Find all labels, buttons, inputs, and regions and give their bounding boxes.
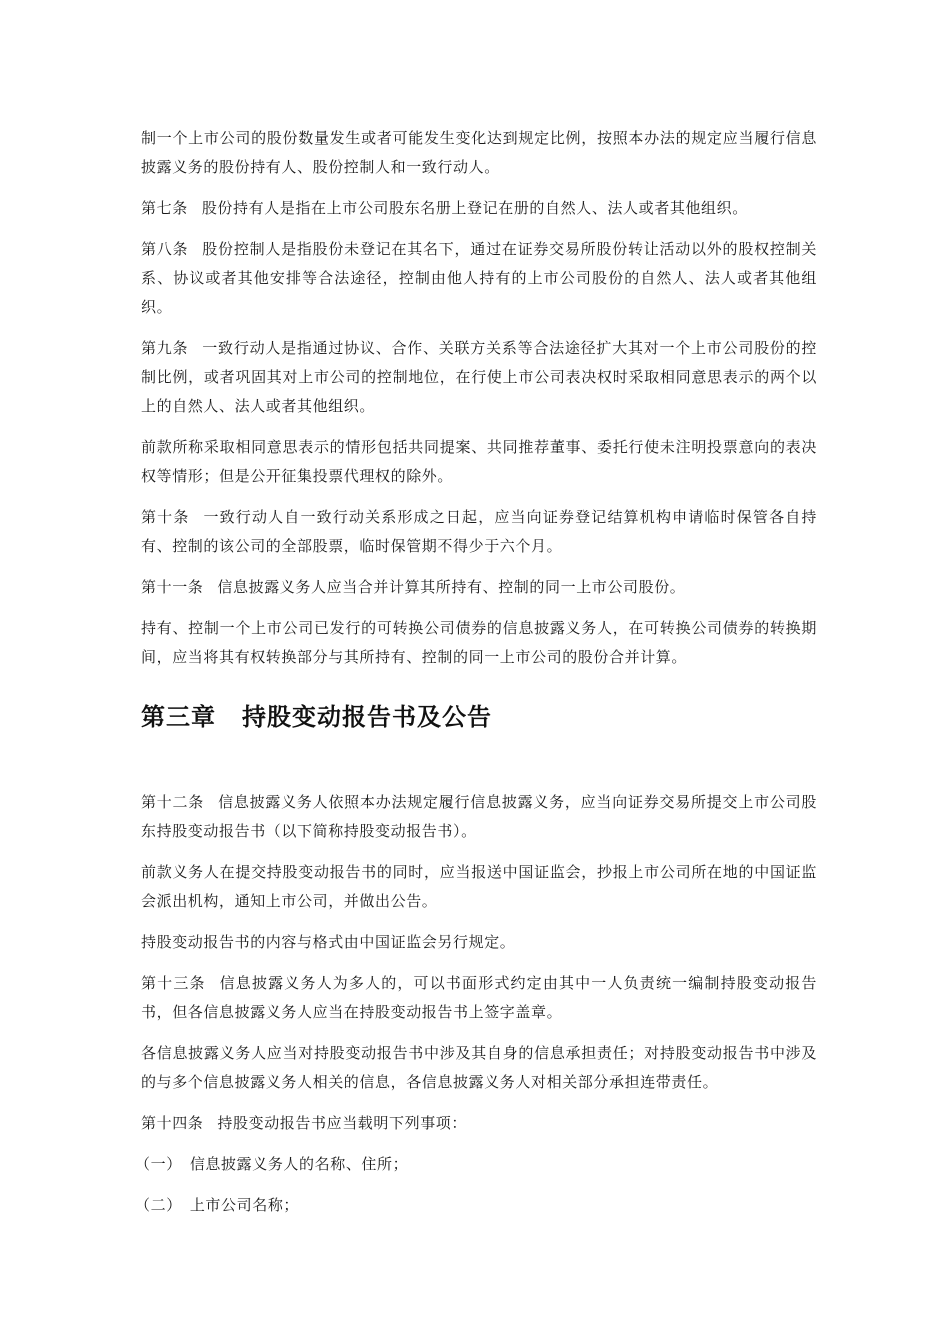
document-body <box>135 124 817 1232</box>
article-number: 第十三条 <box>141 974 206 992</box>
article-11 <box>141 573 817 602</box>
article-text: 信息披露义务人依照本办法规定履行信息披露义务，应当向证券交易所提交上市公司股东持股变动报告书（以下简称持股变动报告书）。 <box>141 793 817 840</box>
article-text: 信息披露义务人应当合并计算其所持有、控制的同一上市公司股份。 <box>217 578 686 596</box>
article-number: 第十一条 <box>141 578 204 596</box>
list-item <box>135 1191 817 1220</box>
list-item-number: （二） <box>135 1196 182 1214</box>
article-text: 信息披露义务人为多人的，可以书面形式约定由其中一人负责统一编制持股变动报告书，但各信息披露义务人应当在持股变动报告书上签字盖章。 <box>141 974 817 1021</box>
article-7 <box>141 194 817 223</box>
chapter-heading <box>141 700 817 734</box>
chapter-number: 第三章 <box>141 703 216 731</box>
list-item-text: 上市公司名称； <box>189 1196 300 1214</box>
article-text: 持股变动报告书应当载明下列事项： <box>217 1114 468 1132</box>
article-8 <box>141 235 817 322</box>
article-number: 第九条 <box>141 339 189 357</box>
paragraph: 各信息披露义务人应当对持股变动报告书中涉及其自身的信息承担责任；对持股变动报告书中涉及的与多个信息披露义务人相关的信息，各信息披露义务人对相关部分承担连带责任。 <box>141 1044 817 1091</box>
article-9 <box>141 334 817 421</box>
article-text: 股份持有人是指在上市公司股东名册上登记在册的自然人、法人或者其他组织。 <box>201 199 748 217</box>
paragraph: 制一个上市公司的股份数量发生或者可能发生变化达到规定比例，按照本办法的规定应当履行信息披露义务的股份持有人、股份控制人和一致行动人。 <box>141 129 817 176</box>
article-text: 股份控制人是指股份未登记在其名下，通过在证券交易所股份转让活动以外的股权控制关系、协议或者其他安排等合法途径，控制由他人持有的上市公司股份的自然人、法人或者其他组织。 <box>141 240 817 316</box>
article-number: 第七条 <box>141 199 188 217</box>
article-13 <box>141 969 817 1027</box>
chapter-title: 持股变动报告书及公告 <box>242 703 492 731</box>
list-item-number: （一） <box>135 1155 182 1173</box>
list-item <box>135 1150 817 1179</box>
article-12 <box>141 788 817 846</box>
article-14 <box>141 1109 817 1138</box>
article-number: 第八条 <box>141 240 189 258</box>
article-number: 第十二条 <box>141 793 205 811</box>
article-10 <box>141 503 817 561</box>
paragraph: 前款所称采取相同意思表示的情形包括共同提案、共同推荐董事、委托行使未注明投票意向的表决权等情形；但是公开征集投票代理权的除外。 <box>141 438 817 485</box>
article-text: 一致行动人是指通过协议、合作、关联方关系等合法途径扩大其对一个上市公司股份的控制比例，或者巩固其对上市公司的控制地位，在行使上市公司表决权时采取相同意思表示的两个以上的自然人、法人或者其他组织。 <box>141 339 817 415</box>
paragraph: 持有、控制一个上市公司已发行的可转换公司债券的信息披露义务人，在可转换公司债券的转换期间，应当将其有权转换部分与其所持有、控制的同一上市公司的股份合并计算。 <box>141 619 817 666</box>
list-item-text: 信息披露义务人的名称、住所； <box>189 1155 409 1173</box>
paragraph: 持股变动报告书的内容与格式由中国证监会另行规定。 <box>141 933 516 951</box>
article-number: 第十条 <box>141 508 190 526</box>
article-number: 第十四条 <box>141 1114 204 1132</box>
article-text: 一致行动人自一致行动关系形成之日起，应当向证券登记结算机构申请临时保管各自持有、控制的该公司的全部股票，临时保管期不得少于六个月。 <box>141 508 817 555</box>
paragraph: 前款义务人在提交持股变动报告书的同时，应当报送中国证监会，抄报上市公司所在地的中国证监会派出机构，通知上市公司，并做出公告。 <box>141 863 817 910</box>
